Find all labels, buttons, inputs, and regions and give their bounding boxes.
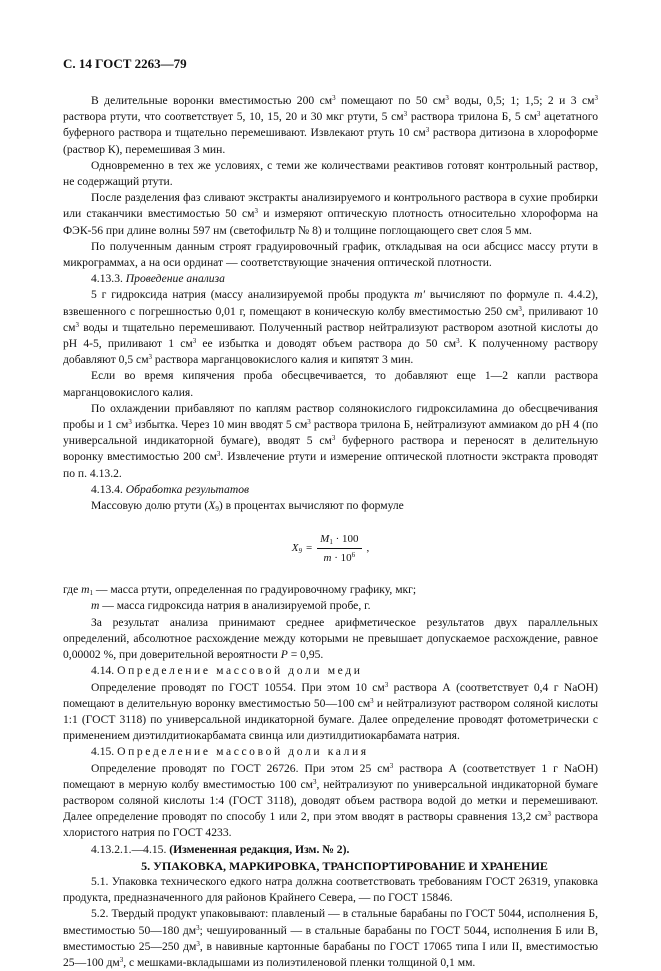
document-body <box>63 93 598 971</box>
section-4-13-4-heading: 4.13.4. Обработка результатов <box>91 482 250 496</box>
paragraph-boiling: Если во время кипячения проба обесцвечивается, то добавляют еще 1—2 капли раствора марганцовокислого калия. <box>63 369 598 399</box>
amendment-note: 4.13.2.1.—4.15. (Измененная редакция, Изм. № 2). <box>91 842 350 856</box>
page-header: С. 14 ГОСТ 2263—79 <box>63 56 187 71</box>
paragraph-control-solution: Одновременно в тех же условиях, с теми же количествами реактивов готовят контрольный раствор, не содержащий ртути. <box>63 158 598 189</box>
paragraph-phase-separation: После разделения фаз сливают экстракты анализируемого и контрольного раствора в сухие пробирки или стаканчики вместимостью 50 $см^3$ и измеряют оптическую плотность относительно хлороформа на ФЭК-56 при длине волны 597 нм (светофильтр № 8) и толщине поглощающего свет слоя 5 мм. <box>63 191 599 237</box>
paragraph-5-2: 5.2. Твердый продукт упаковывают: плавленый — в стальные барабаны по ГОСТ 5044, исполнения Б, вместимостью 50—180 $дм^3$; чешуированный — в стальные барабаны по ГОСТ 5044, исполнения Б или В, вместимостью 25—250 $дм^3$, в навивные картонные барабаны по ГОСТ 17065 типа I или II, вместимостью 25—100 $дм^3$, с мешками-вкладышами из полиэтиленовой пленки толщиной 0,1 мм. <box>63 907 598 969</box>
paragraph-calibration-graph: По полученным данным строят градуировочный график, откладывая на оси абсцисс массу ртути в микрограммах, а на оси ординат — соответствующие значения оптической плотности. <box>63 239 598 270</box>
mercury-formula: $X_9$ = $\frac{M_1 \cdot 100}{m \cdot 10^6}$ , <box>63 528 598 568</box>
paragraph-cooling: По охлаждении прибавляют по каплям раствор солянокислого гидроксиламина до обесцвечивания пробы и 1 $см^3$ избытка. Через 10 мин вводят 5 $см^3$ раствора трилона Б, нейтрализуют аммиаком до pH 4 (по универсальной индикаторной бумаге), вводят 5 $см^3$ буферного раствора и переносят в делительную воронку вместимостью 200 $см^3$. Извлечение ртути и измерение оптической плотности экстракта проводят по п. 4.13.2. <box>63 401 599 480</box>
section-4-15-heading: 4.15. Определение массовой доли калия <box>91 745 369 759</box>
formula-fraction: $\frac{M_1 \cdot 100}{m \cdot 10^6}$ <box>317 531 361 566</box>
section-5-title: 5. УПАКОВКА, МАРКИРОВКА, ТРАНСПОРТИРОВАНИЕ И ХРАНЕНИЕ <box>141 858 548 873</box>
paragraph-result-criteria: За результат анализа принимают среднее арифметическое результатов двух параллельных определений, абсолютное расхождение между которыми не превышает допускаемое расхождение, равное 0,00002 %, при доверительной вероятности P = 0,95. <box>63 615 598 662</box>
paragraph-calibration-setup: В делительные воронки вместимостью 200 $см^3$ помещают по 50 $см^3$ воды, 0,5; 1; 1,5; 2 и 3 $см^3$ раствора ртути, что соответствует 5, 10, 15, 20 и 30 мкг ртути, 5 $см^3$ раствора трилона Б, 5 $см^3$ ацетатного буферного раствора и тщательно перемешивают. Извлекают ртуть 10 $см^3$ раствора дитизона в хлороформе (раствор К), перемешивая 3 мин. <box>63 94 599 156</box>
paragraph-5-1: 5.1. Упаковка технического едкого натра должна соответствовать требованиям ГОСТ 26319, упаковка продукта, предназначенного для районов Крайнего Севера, — по ГОСТ 15846. <box>63 874 598 905</box>
section-4-13-3-heading: 4.13.3. Проведение анализа <box>91 272 225 286</box>
paragraph-sample-prep: 5 г гидроксида натрия (массу анализируемой пробы продукта m′ вычисляют по формуле п. 4.4.2), взвешенного с погрешностью 0,01 г, помещают в коническую колбу вместимостью 250 $см^3$, приливают 10 $см^3$ воды и тщательно перемешивают. Полученный раствор нейтрализуют раствором азотной кислоты до pH 4-5, приливают 1 $см^3$ ее избытка и доводят объем раствора до 50 $см^3$. К полученному раствору добавляют 0,5 $см^3$ раствора марганцовокислого калия и кипятят 3 мин. <box>63 288 599 367</box>
paragraph-formula-intro: Массовую долю ртути $(X_9)$ в процентах вычисляют по формуле <box>91 499 404 514</box>
paragraph-copper: Определение проводят по ГОСТ 10554. При этом 10 $см^3$ раствора А (соответствует 0,4 г NaOH) помещают в делительную воронку вместимостью 50—100 $см^3$ и нейтрализуют раствором соляной кислоты 1:1 (ГОСТ 3118) по универсальной индикаторной бумаге. Далее определение проводят фотометрически с применением диэтилдитиокарбамата свинца или диэтилдитиокарбамата натрия. <box>63 680 598 743</box>
formula-legend-m: m — масса гидроксида натрия в анализируемой пробе, г. <box>91 599 371 613</box>
paragraph-potassium: Определение проводят по ГОСТ 26726. При этом 25 $см^3$ раствора А (соответствует 1 г NaOH) помещают в мерную колбу вместимостью 100 $см^3$, нейтрализуют по универсальной индикаторной бумаге раствором соляной кислоты 1:4 (ГОСТ 3118), доводят объем раствора водой до метки и перемешивают. Далее определение проводят по способу 1 или 2, при этом вводят в растворы сравнения 13,2 $см^3$ раствора хлористого натрия по ГОСТ 4233. <box>63 761 598 840</box>
formula-legend-m1: где $m_1$ — масса ртути, определенная по градуировочному графику, мкг; <box>63 583 417 598</box>
section-4-14-heading: 4.14. Определение массовой доли меди <box>91 664 363 678</box>
